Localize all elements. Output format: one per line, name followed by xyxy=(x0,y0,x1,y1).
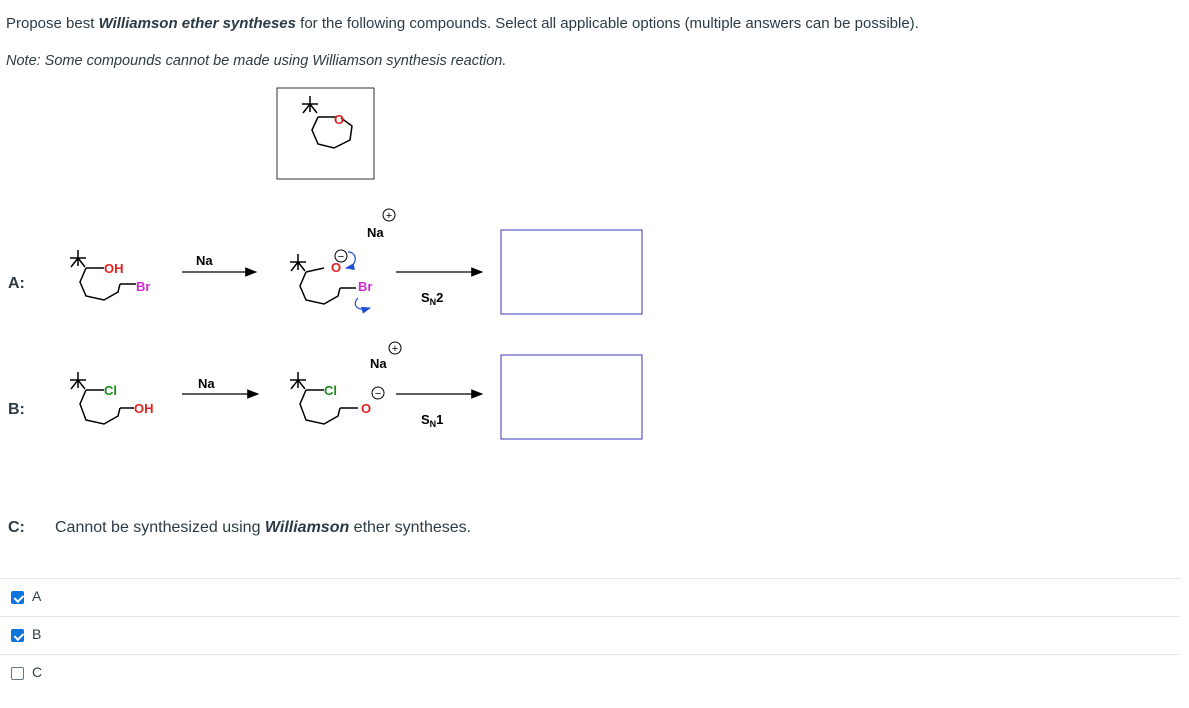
option-b-label: B xyxy=(32,626,42,642)
option-c-label: C xyxy=(32,664,43,680)
row-a-answer-box[interactable] xyxy=(501,230,642,314)
row-a-reagent: Na xyxy=(196,253,213,268)
row-a-minus-charge: − xyxy=(337,251,345,263)
row-a-alkoxide-oxygen: O xyxy=(331,260,342,275)
row-b-chlorine: Cl xyxy=(104,383,117,398)
row-b-reagent: Na xyxy=(198,376,215,391)
row-b-reactant xyxy=(70,372,154,424)
row-b-label: B: xyxy=(8,401,25,418)
row-b-sodium: Na xyxy=(370,356,387,371)
target-molecule xyxy=(277,88,374,179)
option-b[interactable] xyxy=(0,616,1180,655)
row-a-label: A: xyxy=(8,275,25,292)
row-b-intermediate-chlorine: Cl xyxy=(324,383,337,398)
target-oxygen: O xyxy=(334,112,345,127)
row-c-label: C: xyxy=(8,519,25,536)
reaction-scheme xyxy=(0,80,1189,570)
option-a-label: A xyxy=(32,588,42,604)
row-a-sodium-cation xyxy=(367,209,395,240)
row-a-plus-charge: + xyxy=(385,210,393,222)
row-a-mechanism: $S_N2$ xyxy=(421,290,444,307)
row-b-intermediate xyxy=(290,372,384,424)
row-b-sodium-cation xyxy=(370,342,401,371)
option-c[interactable] xyxy=(0,654,1180,693)
question-text: Propose best Williamson ether syntheses for the following compounds. Select all applicable options (multiple answers can be possible). xyxy=(6,15,919,32)
row-a-intermediate xyxy=(290,250,372,309)
row-a-curly-arrow-1 xyxy=(346,252,355,268)
row-b-mechanism: $S_N1$ xyxy=(421,412,444,429)
row-b-hydroxyl: OH xyxy=(134,401,154,416)
option-a[interactable] xyxy=(0,578,1180,617)
row-a-sodium: Na xyxy=(367,225,384,240)
row-a-hydroxyl: OH xyxy=(104,261,124,276)
option-a-checkbox[interactable] xyxy=(11,591,24,604)
row-b-plus-charge: + xyxy=(391,343,399,355)
option-c-checkbox[interactable] xyxy=(11,667,24,680)
option-b-checkbox[interactable] xyxy=(11,629,24,642)
row-a-bromine: Br xyxy=(136,279,151,294)
row-a-intermediate-bromine: Br xyxy=(358,279,373,294)
row-a-curly-arrow-2 xyxy=(355,298,370,309)
row-a-reactant xyxy=(70,250,150,300)
row-c-text: Cannot be synthesized using Williamson ether syntheses. xyxy=(55,519,472,536)
row-b-alkoxide-oxygen: O xyxy=(361,401,372,416)
row-b-answer-box[interactable] xyxy=(501,355,642,439)
row-b-minus-charge: − xyxy=(374,388,382,400)
note-text: Note: Some compounds cannot be made using Williamson synthesis reaction. xyxy=(6,53,507,69)
